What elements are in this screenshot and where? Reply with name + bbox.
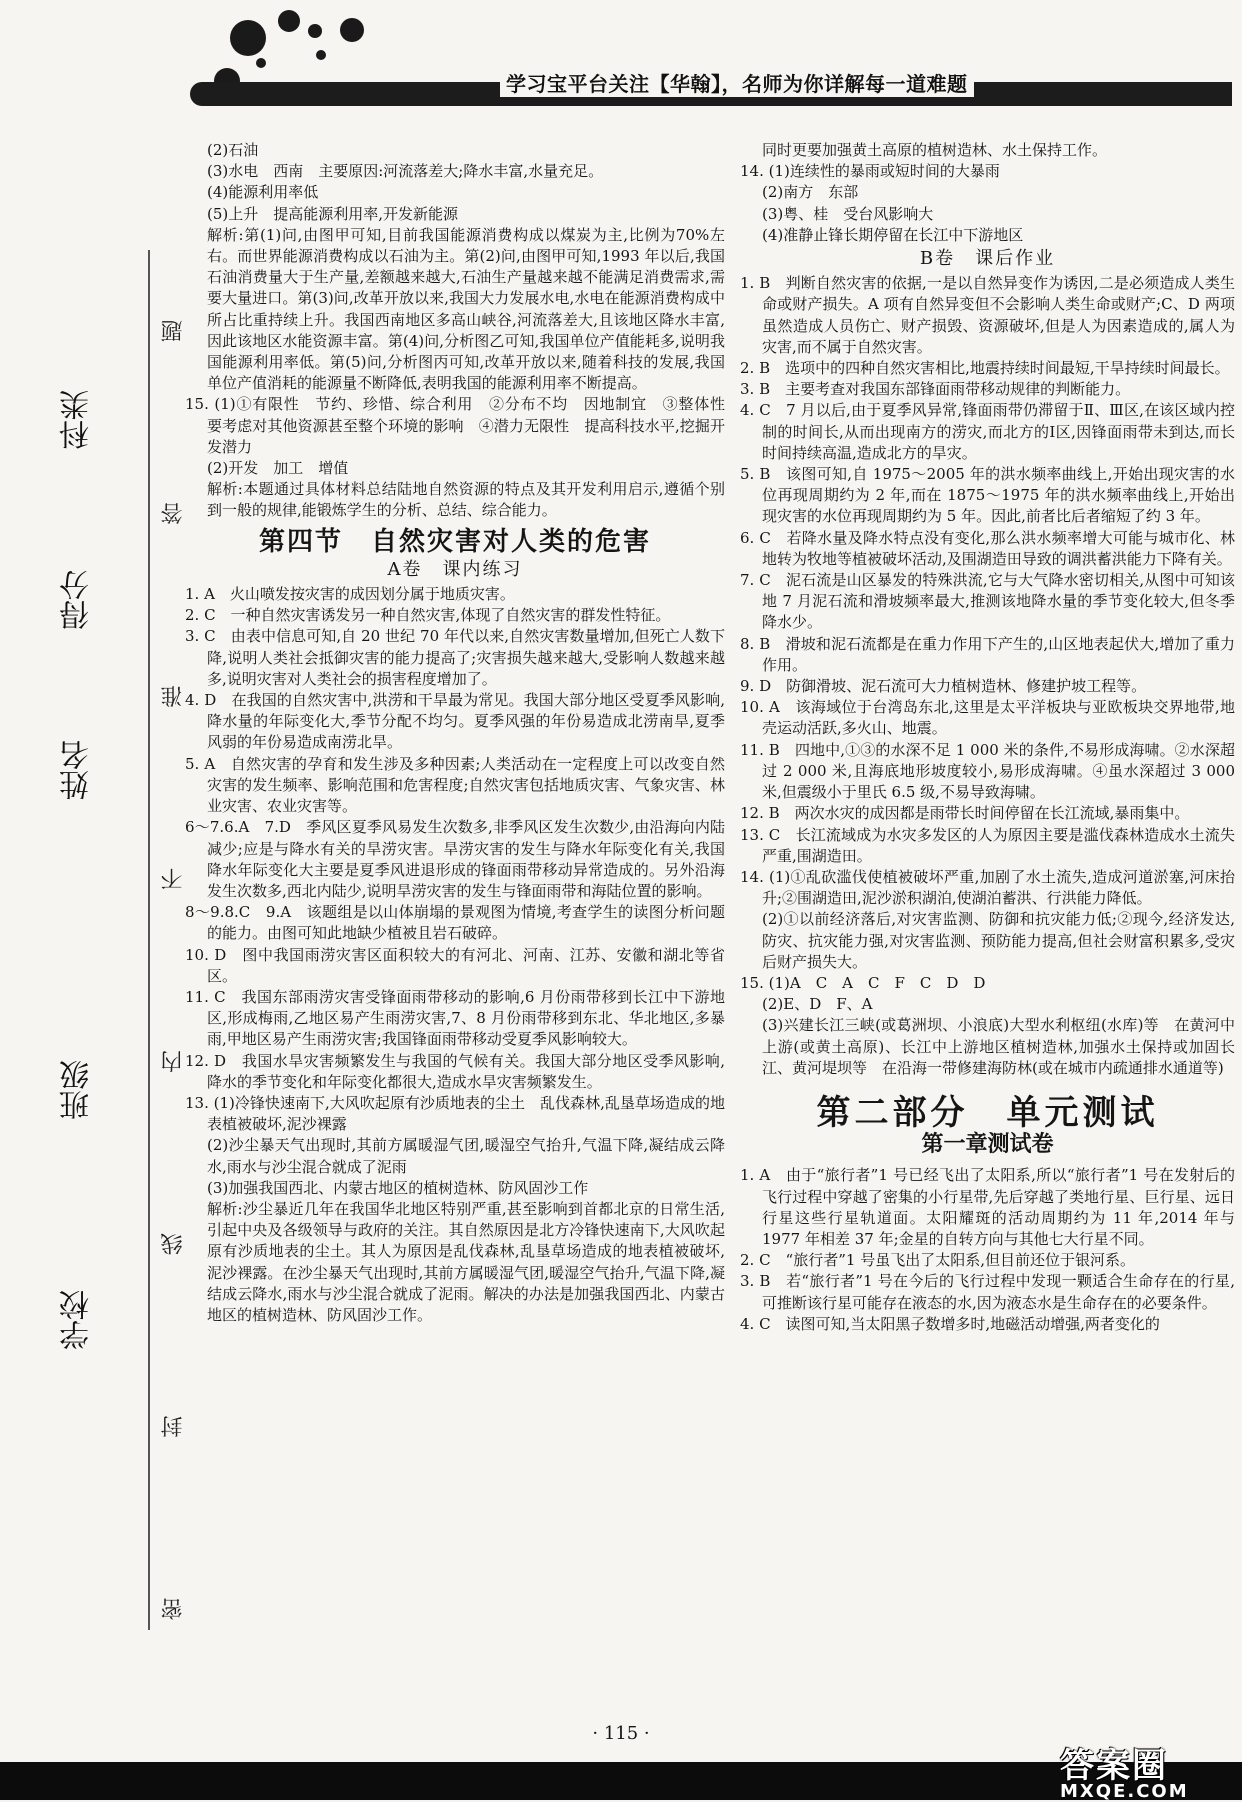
answer-item: (4)能源利用率低 bbox=[207, 183, 319, 202]
answer-item: 1. B 判断自然灾害的依据,一是以自然异变作为诱因,二是必须造成人类生命或财产损失。A 项有自然异变但不会影响人类生命或财产;C、D 两项虽然造成人员伤亡、财产损毁、资源破坏,但是人为因素造成的,属人为灾害,而不属于自然灾害。 bbox=[740, 274, 1235, 356]
answer-item: 2. C “旅行者”1 号虽飞出了太阳系,但目前还位于银河系。 bbox=[740, 1251, 1135, 1270]
school-label: 学校 bbox=[60, 1290, 95, 1350]
answer-item: 6. C 若降水量及降水特点没有变化,那么洪水频率增大可能与城市化、林地转为牧地等植被破坏活动,及围湖造田导致的调洪蓄洪能力下降有关。 bbox=[740, 528, 1235, 568]
homework-subtitle: B卷 课后作业 bbox=[919, 248, 1056, 270]
watermark-bottom: MXQE.COM bbox=[1060, 1781, 1189, 1802]
answer-item: 1. A 由于“旅行者”1 号已经飞出了太阳系,所以“旅行者”1 号在发射后的飞行过程中穿越了密集的小行星带,先后穿越了类地行星、巨行星、远日行星这些行星轨道面。太阳耀斑的活动周期约为 11 年,2014 年与 1977 年相差 37 年;金星的自转方向与其他七大行星不同。 bbox=[740, 1166, 1235, 1248]
answer-item: 1. A 火山喷发按灾害的成因划分属于地质灾害。 bbox=[185, 585, 515, 604]
answer-item: (3)加强我国西北、内蒙古地区的植树造林、防风固沙工作 bbox=[207, 1178, 589, 1197]
answer-item: 6～7.6.A 7.D 季风区夏季风易发生次数多,非季风区发生次数少,由沿海向内陆减少;应是与降水有关的旱涝灾害。旱涝灾害的发生与降水年际变化有关,我国降水年际变化大主要是夏季风进退形成的锋面雨带移动异常造成的。另外沿海发生次数多,西北内陆少,说明旱涝灾害的发生与锋面雨带和海陆位置的影响。 bbox=[185, 818, 725, 900]
bottom-band bbox=[0, 1762, 1242, 1800]
score-label: 得分 bbox=[60, 570, 95, 630]
answer-item: (2)开发 加工 增值 bbox=[207, 459, 349, 478]
answer-item: 11. B 四地中,①③的水深不足 1 000 米的条件,不易形成海啸。②水深超过 2 000 米,且海底地形坡度较小,易形成海啸。④虽水深超过 3 000 米,但震级小于里氏 6.5 级,不易导致海啸。 bbox=[740, 740, 1235, 802]
answer-item: 7. C 泥石流是山区暴发的特殊洪流,它与大气降水密切相关,从图中可知该地 7 月泥石流和滑坡频率最大,推测该地降水量的季节变化较大,但冬季降水少。 bbox=[740, 571, 1235, 632]
watermark-top: 答案圈 bbox=[1060, 1746, 1168, 1786]
answer-item: 10. D 图中我国雨涝灾害区面积较大的有河北、河南、江苏、安徽和湖北等省区。 bbox=[185, 945, 725, 985]
seal-line bbox=[148, 250, 151, 1630]
answer-item: 15. (1)A C A C F C D D bbox=[740, 973, 986, 992]
left-top-answers bbox=[185, 140, 741, 522]
name-label: 姓名 bbox=[60, 740, 95, 800]
answer-item: 15. (1)①有限性 节约、珍惜、综合利用 ②分布不均 因地制宜 ③整体性 要考虑对其他资源甚至整个环境的影响 ④潜力无限性 提高科技水平,挖掘开发潜力 bbox=[185, 395, 741, 456]
answer-item: (2)①以前经济落后,对灾害监测、防御和抗灾能力低;②现今,经济发达,防灾、抗灾能力强,对灾害监测、预防能力提高,但社会财富积累多,受灾后财产损失大。 bbox=[762, 910, 1235, 971]
answer-item: 12. B 两次水灾的成因都是雨带长时间停留在长江流域,暴雨集中。 bbox=[740, 804, 1190, 823]
left-column bbox=[185, 140, 741, 1326]
answer-item: 4. C 读图可知,当太阳黑子数增多时,地磁活动增强,两者变化的 bbox=[740, 1314, 1160, 1333]
answer-item: (2)石油 bbox=[207, 141, 259, 159]
answer-item: 14. (1)①乱砍滥伐使植被破坏严重,加剧了水土流失,造成河道淤塞,河床抬升;②围湖造田,泥沙淤积湖泊,使湖泊蓄洪、行洪能力降低。 bbox=[740, 867, 1235, 908]
answer-item: (5)上升 提高能源利用率,开发新能源 bbox=[207, 204, 459, 223]
answer-item: 3. B 主要考查对我国东部锋面雨带移动规律的判断能力。 bbox=[740, 380, 1131, 399]
chapter-title: 第一章测试卷 bbox=[921, 1132, 1054, 1158]
answer-item: 解析:第(1)问,由图甲可知,目前我国能源消费构成以煤炭为主,比例为70%左右。而世界能源消费构成以石油为主。第(2)问,由图甲可知,1993 年以后,我国石油消费量大于生产量,差额越来越大,石油生产量越来越不能满足消费需求,需要大量进口。第(3)问,改革开放以来,我国大力发展水电,水电在能源消费构成中所占比重持续上升。我国西南地区多高山峡谷,河流落差大,且该地区降水丰富,因此该地区水能资源丰富。第(4)问,分析图乙可知,我国单位产值能耗多,说明我国能源利用率低。第(5)问,分析图丙可知,改革开放以来,随着科技的发展,我国单位产值消耗的能源量不断降低,表明我国的能源利用率不断提高。 bbox=[207, 225, 725, 393]
answer-item: 8～9.8.C 9.A 该题组是以山体崩塌的景观图为情境,考查学生的读图分析问题的能力。由图可知此地缺少植被且岩石破碎。 bbox=[185, 903, 725, 943]
answer-item: 4. C 7 月以后,由于夏季风异常,锋面雨带仍滞留于Ⅱ、Ⅲ区,在该区域内控制的时间长,从而出现南方的涝灾,而北方的Ⅰ区,因锋面雨带未到达,而长时间持续高温,造成北方的旱灾。 bbox=[740, 401, 1235, 462]
answer-item: 8. B 滑坡和泥石流都是在重力作用下产生的,山区地表起伏大,增加了重力作用。 bbox=[740, 634, 1235, 674]
answer-item: 9. D 防御滑坡、泥石流可大力植树造林、修建护坡工程等。 bbox=[740, 677, 1147, 696]
subject-label: 科类 bbox=[60, 390, 95, 450]
right-column bbox=[740, 140, 1235, 1335]
answer-item: 14. (1)连续性的暴雨或短时间的大暴雨 bbox=[740, 162, 1000, 181]
answer-item: (3)粤、桂 受台风影响大 bbox=[762, 204, 934, 223]
answer-item: 5. A 自然灾害的孕育和发生涉及多种因素;人类活动在一定程度上可以改变自然灾害的发生频率、影响范围和危害程度;自然灾害包括地质灾害、气象灾害、林业灾害、农业灾害等。 bbox=[185, 754, 725, 816]
right-answer-list bbox=[740, 273, 1235, 1079]
section-subtitle: A卷 课内练习 bbox=[387, 558, 523, 580]
answer-item: 2. C 一种自然灾害诱发另一种自然灾害,体现了自然灾害的群发性特征。 bbox=[185, 606, 671, 625]
page-number: · 115 · bbox=[592, 1723, 650, 1744]
part-title: 第二部分 单元测试 bbox=[816, 1092, 1159, 1133]
header-text: 学习宝平台关注【华翰】，名师为你详解每一道难题 bbox=[500, 68, 974, 97]
answer-item: 3. C 由表中信息可知,自 20 世纪 70 年代以来,自然灾害数量增加,但死亡人数下降,说明人类社会抵御灾害的能力提高了;灾害损失越来越大,受影响人数越来越多,说明灾害对人类社会的损害程度增加了。 bbox=[185, 627, 725, 688]
watermark-logo bbox=[1060, 1738, 1235, 1802]
answer-item: 4. D 在我国的自然灾害中,洪涝和干旱最为常见。我国大部分地区受夏季风影响,降水量的年际变化大,季节分配不均匀。夏季风强的年份易造成北涝南旱,夏季风弱的年份易造成南涝北旱。 bbox=[185, 691, 725, 752]
right-top-answers bbox=[740, 140, 1235, 246]
answer-item: 13. (1)冷锋快速南下,大风吹起原有沙质地表的尘土 乱伐森林,乱垦草场造成的地表植被破坏,泥沙裸露 bbox=[185, 1093, 725, 1134]
answer-item: (2)南方 东部 bbox=[762, 183, 859, 202]
answer-item: 2. B 选项中的四种自然灾害相比,地震持续时间最短,干旱持续时间最长。 bbox=[740, 359, 1230, 378]
class-label: 班级 bbox=[60, 1060, 95, 1120]
answer-item: 解析:本题通过具体材料总结陆地自然资源的特点及其开发利用启示,遵循个别到一般的规律,能锻炼学生的分析、总结、综合能力。 bbox=[207, 480, 725, 520]
test-answer-list bbox=[740, 1165, 1235, 1335]
answer-item: 11. C 我国东部雨涝灾害受锋面雨带移动的影响,6 月份雨带移到长江中下游地区,形成梅雨,乙地区易产生雨涝灾害,7、8 月份雨带移到东北、华北地区,多暴雨,甲地区易产生雨涝灾害;我国锋面雨带移动受夏季风影响较大。 bbox=[185, 987, 725, 1049]
answer-item: (2)沙尘暴天气出现时,其前方属暖湿气团,暖湿空气抬升,气温下降,凝结成云降水,雨水与沙尘混合就成了泥雨 bbox=[207, 1136, 725, 1176]
answer-item: 3. B 若“旅行者”1 号在今后的飞行过程中发现一颗适合生命存在的行星,可推断该行星可能存在液态的水,因为液态水是生命存在的必要条件。 bbox=[740, 1272, 1235, 1312]
left-answer-list bbox=[185, 584, 725, 1326]
answer-item: 5. B 该图可知,自 1975～2005 年的洪水频率曲线上,开始出现灾害的水位再现周期约为 2 年,而在 1875～1975 年的洪水频率曲线上,开始出现灾害的水位再现周期约为 5 年。因此,前者比后者缩短了约 3 年。 bbox=[740, 465, 1235, 526]
section-title: 第四节 自然灾害对人类的危害 bbox=[258, 526, 651, 557]
answer-item: 同时更要加强黄土高原的植树造林、水土保持工作。 bbox=[762, 141, 1108, 159]
answer-item: (4)准静止锋长期停留在长江中下游地区 bbox=[762, 225, 1024, 244]
answer-item: (2)E、D F、A bbox=[762, 995, 873, 1014]
answer-item: 12. D 我国水旱灾害频繁发生与我国的气候有关。我国大部分地区受季风影响,降水的季节变化和年际变化都很大,造成水旱灾害频繁发生。 bbox=[185, 1051, 725, 1091]
answer-item: 10. A 该海域位于台湾岛东北,这里是太平洋板块与亚欧板块交界地带,地壳运动活跃,多火山、地震。 bbox=[740, 698, 1235, 738]
answer-item: (3)兴建长江三峡(或葛洲坝、小浪底)大型水利枢纽(水库)等 在黄河中上游(或黄土高原)、长江中上游地区植树造林,加强水土保持或加固长江、黄河堤坝等 在沿海一带修建海防林(或在城市内疏通排水通道等) bbox=[762, 1016, 1235, 1077]
seal-text: 密 封 线 内 不 准 答 题 bbox=[161, 260, 186, 1620]
answer-item: 解析:沙尘暴近几年在我国华北地区特别严重,甚至影响到首都北京的日常生活,引起中央及各级领导与政府的关注。其自然原因是北方冷锋快速南下,大风吹起原有沙质地表的尘土。其人为原因是乱伐森林,乱垦草场造成的地表植被破坏,泥沙裸露。在沙尘暴天气出现时,其前方属暖湿气团,暖湿空气抬升,气温下降,凝结成云降水,雨水与沙尘混合就成了泥雨。解决的办法是加强我国西北、内蒙古地区的植树造林、防风固沙工作。 bbox=[207, 1199, 725, 1324]
answer-item: 13. C 长江流域成为水灾多发区的人为原因主要是滥伐森林造成水土流失严重,围湖造田。 bbox=[740, 825, 1235, 865]
binding-margin bbox=[40, 250, 186, 1630]
answer-item: (3)水电 西南 主要原因:河流落差大;降水丰富,水量充足。 bbox=[207, 162, 604, 181]
